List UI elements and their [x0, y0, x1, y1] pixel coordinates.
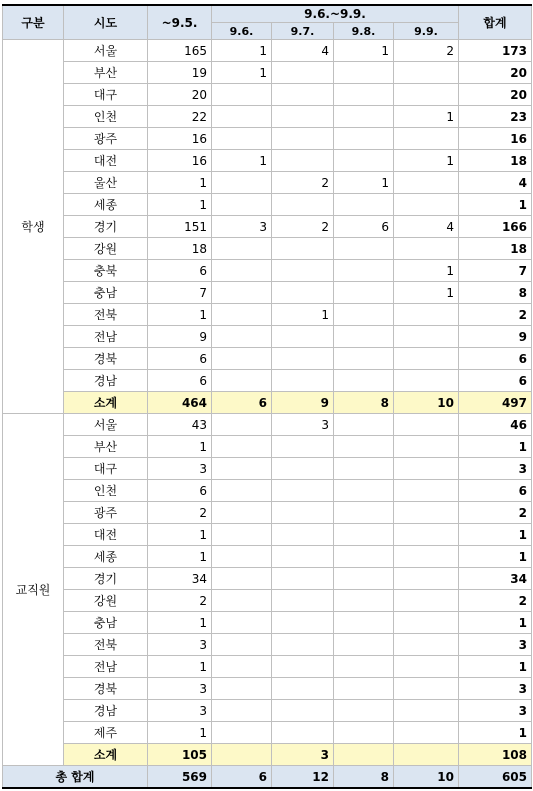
subtotal-d6-cell — [212, 744, 272, 766]
region-cell: 대전 — [64, 524, 148, 546]
total-cell: 2 — [459, 502, 532, 524]
total-cell: 1 — [459, 436, 532, 458]
d6-cell — [212, 612, 272, 634]
d8-cell — [334, 458, 394, 480]
subtotal-total-cell: 108 — [459, 744, 532, 766]
table-row — [3, 722, 532, 744]
subtotal-d9-cell — [394, 744, 459, 766]
total-cell: 6 — [459, 348, 532, 370]
grand-total-d9-cell: 10 — [394, 766, 459, 789]
table-row — [3, 678, 532, 700]
total-cell: 2 — [459, 304, 532, 326]
subtotal-d8-cell — [334, 744, 394, 766]
d9-cell — [394, 84, 459, 106]
d6-cell — [212, 414, 272, 436]
total-cell: 7 — [459, 260, 532, 282]
total-cell: 16 — [459, 128, 532, 150]
total-cell: 6 — [459, 480, 532, 502]
d6-cell — [212, 634, 272, 656]
table-header — [3, 5, 532, 40]
total-cell: 8 — [459, 282, 532, 304]
total-cell: 1 — [459, 194, 532, 216]
subtotal-total-cell: 497 — [459, 392, 532, 414]
d7-cell — [272, 370, 334, 392]
d7-cell — [272, 128, 334, 150]
d7-cell — [272, 436, 334, 458]
d9-cell — [394, 436, 459, 458]
cases-table — [2, 4, 532, 789]
until-cell: 3 — [148, 700, 212, 722]
until-cell: 1 — [148, 722, 212, 744]
d9-cell — [394, 612, 459, 634]
table-row — [3, 194, 532, 216]
d8-cell — [334, 480, 394, 502]
subtotal-d9-cell: 10 — [394, 392, 459, 414]
d7-cell — [272, 326, 334, 348]
table-row — [3, 414, 532, 436]
d8-cell — [334, 656, 394, 678]
d6-cell: 1 — [212, 150, 272, 172]
region-cell: 인천 — [64, 106, 148, 128]
d8-cell — [334, 84, 394, 106]
total-cell: 6 — [459, 370, 532, 392]
table-row — [3, 524, 532, 546]
d9-cell — [394, 700, 459, 722]
d8-cell — [334, 238, 394, 260]
region-cell: 충남 — [64, 612, 148, 634]
d9-cell: 2 — [394, 40, 459, 62]
d9-cell — [394, 326, 459, 348]
until-cell: 165 — [148, 40, 212, 62]
d6-cell — [212, 546, 272, 568]
region-cell: 전남 — [64, 656, 148, 678]
table-body — [3, 40, 532, 789]
region-cell: 경남 — [64, 700, 148, 722]
region-cell: 전북 — [64, 304, 148, 326]
grand-total-d7-cell: 12 — [272, 766, 334, 789]
d6-cell — [212, 458, 272, 480]
table-row — [3, 370, 532, 392]
staff-category-label: 교직원 — [3, 414, 64, 766]
d7-cell — [272, 260, 334, 282]
until-cell: 1 — [148, 546, 212, 568]
d7-cell — [272, 568, 334, 590]
grand-total-until-cell: 569 — [148, 766, 212, 789]
until-cell: 1 — [148, 304, 212, 326]
d9-cell — [394, 172, 459, 194]
region-cell: 광주 — [64, 128, 148, 150]
total-cell: 2 — [459, 590, 532, 612]
subtotal-until-cell: 105 — [148, 744, 212, 766]
until-cell: 43 — [148, 414, 212, 436]
until-cell: 1 — [148, 656, 212, 678]
until-cell: 3 — [148, 458, 212, 480]
d7-cell — [272, 678, 334, 700]
d9-cell — [394, 62, 459, 84]
total-cell: 46 — [459, 414, 532, 436]
header-region: 시도 — [64, 5, 148, 40]
d6-cell: 1 — [212, 62, 272, 84]
d8-cell — [334, 590, 394, 612]
table-row — [3, 326, 532, 348]
d8-cell — [334, 524, 394, 546]
region-cell: 경북 — [64, 348, 148, 370]
table-row — [3, 348, 532, 370]
d7-cell — [272, 590, 334, 612]
grand-total-label: 총 합계 — [3, 766, 148, 789]
region-cell: 전남 — [64, 326, 148, 348]
d8-cell — [334, 326, 394, 348]
d6-cell: 3 — [212, 216, 272, 238]
header-until: ~9.5. — [148, 5, 212, 40]
d8-cell — [334, 678, 394, 700]
d7-cell — [272, 700, 334, 722]
d7-cell — [272, 238, 334, 260]
header-date-9-6: 9.6. — [212, 23, 272, 40]
d7-cell — [272, 722, 334, 744]
table-row — [3, 304, 532, 326]
d8-cell — [334, 194, 394, 216]
table-row — [3, 260, 532, 282]
table-row — [3, 84, 532, 106]
d9-cell — [394, 458, 459, 480]
table-row — [3, 282, 532, 304]
d6-cell — [212, 656, 272, 678]
region-cell: 서울 — [64, 414, 148, 436]
d7-cell — [272, 194, 334, 216]
d8-cell — [334, 612, 394, 634]
table-row — [3, 634, 532, 656]
total-cell: 166 — [459, 216, 532, 238]
subtotal-d6-cell: 6 — [212, 392, 272, 414]
table-row — [3, 700, 532, 722]
d6-cell — [212, 304, 272, 326]
d7-cell — [272, 656, 334, 678]
d7-cell: 2 — [272, 172, 334, 194]
d9-cell — [394, 590, 459, 612]
region-cell: 세종 — [64, 194, 148, 216]
d9-cell — [394, 370, 459, 392]
region-cell: 대전 — [64, 150, 148, 172]
d8-cell: 6 — [334, 216, 394, 238]
until-cell: 2 — [148, 590, 212, 612]
d7-cell — [272, 106, 334, 128]
d8-cell — [334, 546, 394, 568]
table-row — [3, 458, 532, 480]
d8-cell: 1 — [334, 172, 394, 194]
d8-cell — [334, 282, 394, 304]
d9-cell — [394, 194, 459, 216]
d8-cell — [334, 502, 394, 524]
region-cell: 부산 — [64, 436, 148, 458]
until-cell: 9 — [148, 326, 212, 348]
table-row — [3, 568, 532, 590]
d8-cell: 1 — [334, 40, 394, 62]
header-category: 구분 — [3, 5, 64, 40]
table-row — [3, 128, 532, 150]
d9-cell — [394, 722, 459, 744]
d7-cell — [272, 84, 334, 106]
d6-cell — [212, 84, 272, 106]
until-cell: 1 — [148, 436, 212, 458]
table-row — [3, 590, 532, 612]
until-cell: 7 — [148, 282, 212, 304]
d6-cell — [212, 260, 272, 282]
d7-cell — [272, 524, 334, 546]
d7-cell: 4 — [272, 40, 334, 62]
table-row — [3, 150, 532, 172]
d7-cell — [272, 458, 334, 480]
d6-cell — [212, 370, 272, 392]
d9-cell — [394, 634, 459, 656]
d9-cell — [394, 678, 459, 700]
until-cell: 19 — [148, 62, 212, 84]
d7-cell — [272, 62, 334, 84]
d7-cell: 1 — [272, 304, 334, 326]
d6-cell — [212, 282, 272, 304]
until-cell: 34 — [148, 568, 212, 590]
table-row — [3, 216, 532, 238]
region-cell: 세종 — [64, 546, 148, 568]
region-cell: 경기 — [64, 568, 148, 590]
total-cell: 1 — [459, 612, 532, 634]
total-cell: 18 — [459, 238, 532, 260]
d8-cell — [334, 700, 394, 722]
until-cell: 16 — [148, 128, 212, 150]
until-cell: 1 — [148, 172, 212, 194]
d8-cell — [334, 414, 394, 436]
d7-cell — [272, 634, 334, 656]
region-cell: 울산 — [64, 172, 148, 194]
until-cell: 22 — [148, 106, 212, 128]
d6-cell — [212, 678, 272, 700]
region-cell: 서울 — [64, 40, 148, 62]
region-cell: 강원 — [64, 590, 148, 612]
d9-cell — [394, 128, 459, 150]
grand-total-d8-cell: 8 — [334, 766, 394, 789]
region-cell: 부산 — [64, 62, 148, 84]
until-cell: 1 — [148, 194, 212, 216]
until-cell: 6 — [148, 260, 212, 282]
d6-cell — [212, 480, 272, 502]
total-cell: 20 — [459, 62, 532, 84]
d7-cell: 3 — [272, 414, 334, 436]
d6-cell — [212, 700, 272, 722]
total-cell: 34 — [459, 568, 532, 590]
total-cell: 23 — [459, 106, 532, 128]
students-subtotal-row — [3, 392, 532, 414]
until-cell: 3 — [148, 634, 212, 656]
total-cell: 9 — [459, 326, 532, 348]
d7-cell — [272, 480, 334, 502]
table-row — [3, 612, 532, 634]
d9-cell — [394, 656, 459, 678]
header-range: 9.6.~9.9. — [212, 5, 459, 23]
total-cell: 1 — [459, 546, 532, 568]
until-cell: 3 — [148, 678, 212, 700]
d9-cell — [394, 524, 459, 546]
d9-cell: 1 — [394, 260, 459, 282]
region-cell: 충북 — [64, 260, 148, 282]
table-row — [3, 172, 532, 194]
d9-cell — [394, 480, 459, 502]
d8-cell — [334, 722, 394, 744]
region-cell: 강원 — [64, 238, 148, 260]
d9-cell — [394, 568, 459, 590]
until-cell: 1 — [148, 612, 212, 634]
region-cell: 광주 — [64, 502, 148, 524]
region-cell: 제주 — [64, 722, 148, 744]
d9-cell: 1 — [394, 106, 459, 128]
d7-cell — [272, 502, 334, 524]
d7-cell — [272, 150, 334, 172]
subtotal-d7-cell: 3 — [272, 744, 334, 766]
region-cell: 경북 — [64, 678, 148, 700]
d8-cell — [334, 62, 394, 84]
d9-cell — [394, 304, 459, 326]
until-cell: 151 — [148, 216, 212, 238]
region-cell: 전북 — [64, 634, 148, 656]
total-cell: 20 — [459, 84, 532, 106]
d6-cell — [212, 524, 272, 546]
grand-total-d6-cell: 6 — [212, 766, 272, 789]
d8-cell — [334, 568, 394, 590]
d9-cell — [394, 414, 459, 436]
d6-cell — [212, 722, 272, 744]
staff-subtotal-row — [3, 744, 532, 766]
table-row — [3, 436, 532, 458]
table-row — [3, 546, 532, 568]
table-row — [3, 656, 532, 678]
total-cell: 4 — [459, 172, 532, 194]
d6-cell — [212, 172, 272, 194]
d8-cell — [334, 128, 394, 150]
d6-cell — [212, 348, 272, 370]
d7-cell — [272, 348, 334, 370]
grand-total-total-cell: 605 — [459, 766, 532, 789]
students-category-label: 학생 — [3, 40, 64, 414]
region-cell: 대구 — [64, 458, 148, 480]
d6-cell — [212, 238, 272, 260]
subtotal-label: 소계 — [64, 744, 148, 766]
d9-cell — [394, 238, 459, 260]
d7-cell — [272, 612, 334, 634]
d6-cell — [212, 106, 272, 128]
total-cell: 3 — [459, 700, 532, 722]
region-cell: 경기 — [64, 216, 148, 238]
total-cell: 1 — [459, 656, 532, 678]
d8-cell — [334, 348, 394, 370]
total-cell: 18 — [459, 150, 532, 172]
region-cell: 경남 — [64, 370, 148, 392]
until-cell: 18 — [148, 238, 212, 260]
header-date-9-7: 9.7. — [272, 23, 334, 40]
region-cell: 인천 — [64, 480, 148, 502]
d8-cell — [334, 370, 394, 392]
d8-cell — [334, 150, 394, 172]
d6-cell — [212, 326, 272, 348]
header-date-9-8: 9.8. — [334, 23, 394, 40]
d9-cell: 1 — [394, 150, 459, 172]
subtotal-label: 소계 — [64, 392, 148, 414]
subtotal-d7-cell: 9 — [272, 392, 334, 414]
total-cell: 173 — [459, 40, 532, 62]
grand-total-row — [3, 766, 532, 789]
d9-cell — [394, 546, 459, 568]
table-row — [3, 62, 532, 84]
total-cell: 1 — [459, 722, 532, 744]
d8-cell — [334, 436, 394, 458]
d7-cell — [272, 546, 334, 568]
until-cell: 1 — [148, 524, 212, 546]
d6-cell — [212, 194, 272, 216]
subtotal-d8-cell: 8 — [334, 392, 394, 414]
header-date-9-9: 9.9. — [394, 23, 459, 40]
d8-cell — [334, 106, 394, 128]
region-cell: 충남 — [64, 282, 148, 304]
table-row — [3, 106, 532, 128]
until-cell: 6 — [148, 480, 212, 502]
d9-cell: 4 — [394, 216, 459, 238]
subtotal-until-cell: 464 — [148, 392, 212, 414]
d6-cell — [212, 568, 272, 590]
d8-cell — [334, 260, 394, 282]
d8-cell — [334, 634, 394, 656]
region-cell: 대구 — [64, 84, 148, 106]
table-row — [3, 40, 532, 62]
until-cell: 2 — [148, 502, 212, 524]
until-cell: 16 — [148, 150, 212, 172]
table-row — [3, 480, 532, 502]
d6-cell — [212, 590, 272, 612]
total-cell: 1 — [459, 524, 532, 546]
header-total: 합계 — [459, 5, 532, 40]
d9-cell — [394, 502, 459, 524]
d6-cell — [212, 502, 272, 524]
d7-cell: 2 — [272, 216, 334, 238]
d9-cell: 1 — [394, 282, 459, 304]
total-cell: 3 — [459, 678, 532, 700]
until-cell: 20 — [148, 84, 212, 106]
d6-cell — [212, 436, 272, 458]
until-cell: 6 — [148, 370, 212, 392]
table-row — [3, 502, 532, 524]
total-cell: 3 — [459, 634, 532, 656]
d8-cell — [334, 304, 394, 326]
table-row — [3, 238, 532, 260]
total-cell: 3 — [459, 458, 532, 480]
d9-cell — [394, 348, 459, 370]
d7-cell — [272, 282, 334, 304]
d6-cell: 1 — [212, 40, 272, 62]
d6-cell — [212, 128, 272, 150]
until-cell: 6 — [148, 348, 212, 370]
